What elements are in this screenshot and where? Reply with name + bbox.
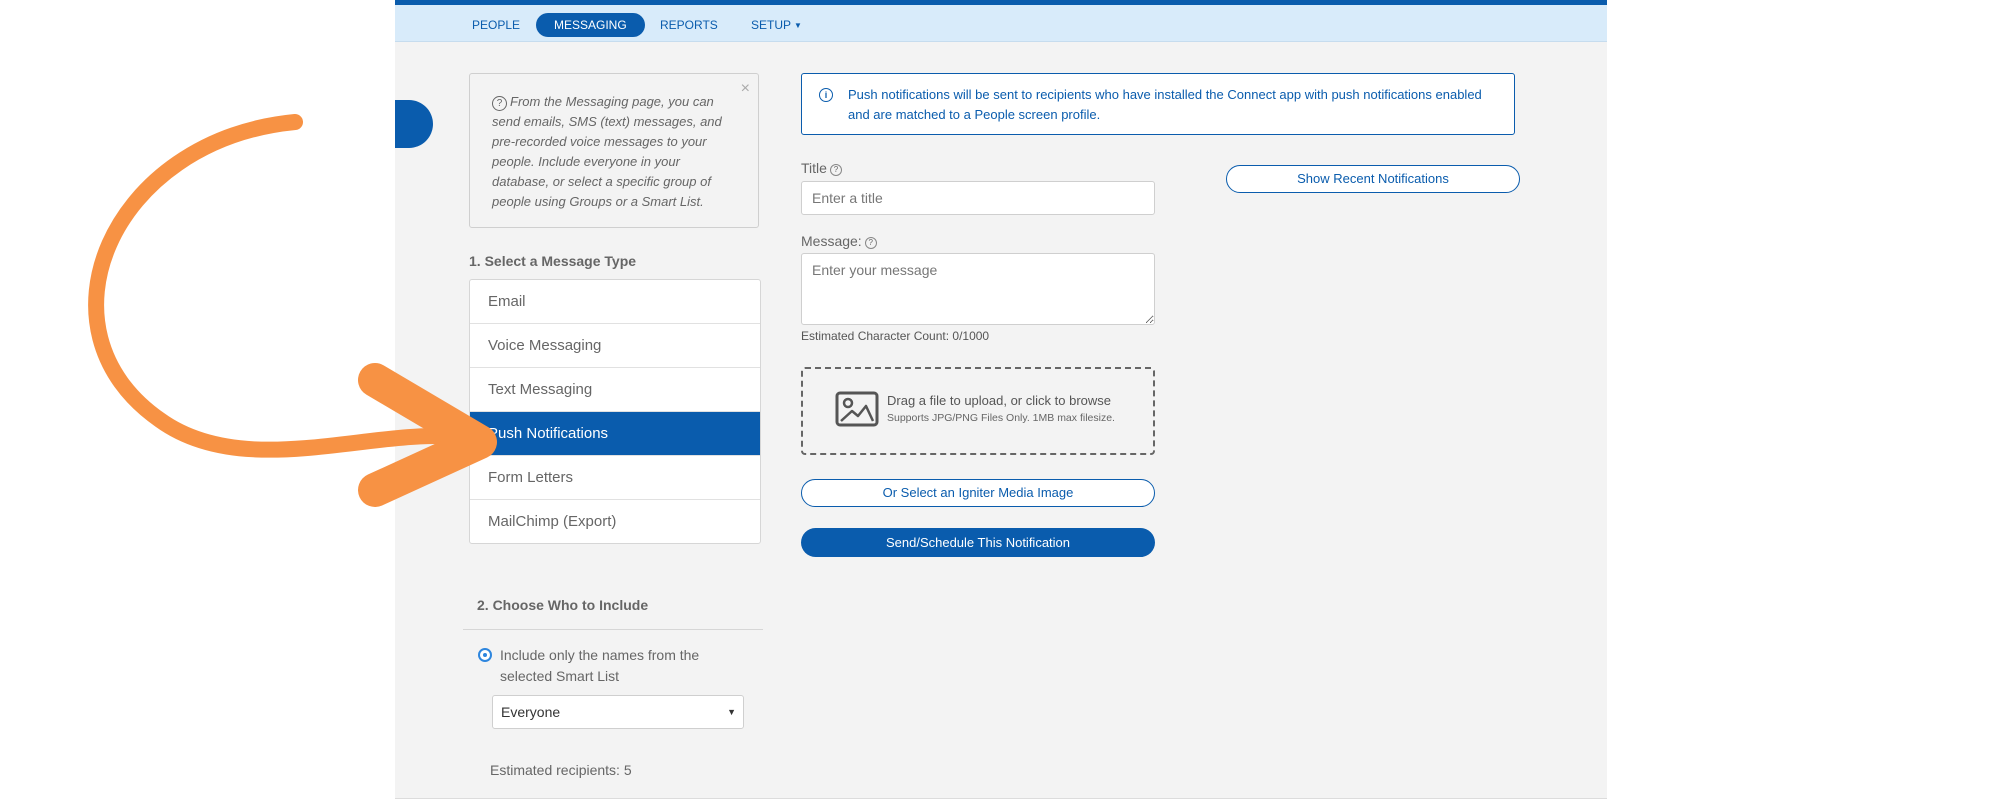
smart-list-radio-label: Include only the names from the selected Smart List — [500, 647, 700, 684]
close-icon[interactable]: × — [740, 80, 750, 97]
title-label — [801, 160, 842, 176]
smart-list-select[interactable] — [492, 695, 744, 729]
message-type-email[interactable]: Email — [470, 280, 760, 324]
message-type-mailchimp[interactable]: MailChimp (Export) — [488, 513, 617, 530]
dropzone-instructions: Drag a file to upload, or click to browse — [887, 393, 1111, 408]
include-heading: 2. Choose Who to Include — [477, 597, 649, 613]
caret-down-icon: ▼ — [727, 707, 736, 717]
info-icon: i — [819, 88, 833, 102]
message-textarea[interactable] — [801, 253, 1155, 325]
title-input[interactable] — [801, 181, 1155, 215]
nav-setup-label: SETUP — [751, 18, 792, 32]
image-icon — [835, 391, 879, 427]
message-type-text[interactable]: Text Messaging — [470, 368, 760, 412]
message-type-list — [469, 279, 761, 544]
smart-list-radio[interactable] — [478, 648, 492, 662]
nav-reports[interactable]: REPORTS — [660, 18, 718, 32]
title-label-text: Title — [801, 160, 827, 176]
send-schedule-button[interactable]: Send/Schedule This Notification — [801, 528, 1155, 557]
question-icon[interactable]: ? — [830, 164, 842, 176]
nav-people[interactable]: PEOPLE — [472, 18, 521, 32]
message-type-heading: 1. Select a Message Type — [469, 253, 637, 269]
message-type-form-letters[interactable]: Form Letters — [470, 456, 760, 500]
image-upload-dropzone[interactable] — [801, 367, 1155, 455]
push-info-alert-text: Push notifications will be sent to recipients who have installed the Connect app with push notifications enabled and are matched to a People screen profile. — [848, 87, 1482, 122]
nav-setup[interactable] — [751, 13, 802, 37]
question-icon: ? — [492, 96, 507, 111]
message-type-voice[interactable]: Voice Messaging — [470, 324, 760, 368]
nav-messaging[interactable]: MESSAGING — [536, 13, 645, 37]
messaging-help-box — [469, 73, 759, 228]
question-icon[interactable]: ? — [865, 237, 877, 249]
top-navigation — [395, 5, 1607, 42]
smart-list-select-value: Everyone — [501, 704, 561, 720]
caret-down-icon: ▼ — [794, 21, 802, 30]
character-count: Estimated Character Count: 0/1000 — [801, 329, 990, 343]
message-label-text: Message: — [801, 233, 862, 249]
help-text — [492, 92, 736, 212]
message-type-push[interactable]: Push Notifications — [470, 412, 760, 456]
message-label — [801, 233, 877, 249]
show-recent-notifications-button[interactable]: Show Recent Notifications — [1226, 165, 1520, 193]
select-media-image-button[interactable]: Or Select an Igniter Media Image — [801, 479, 1155, 507]
estimated-recipients: Estimated recipients: 5 — [490, 762, 632, 778]
dropzone-file-requirements: Supports JPG/PNG Files Only. 1MB max filesize. — [887, 412, 1115, 424]
section-divider — [463, 629, 763, 630]
app-window — [395, 0, 1607, 799]
push-info-alert — [801, 73, 1515, 135]
help-text-body: From the Messaging page, you can send emails, SMS (text) messages, and pre-recorded voice messages to your people. Include everyone in your database, or select a specific group of people using Groups or a Smart List. — [492, 94, 722, 209]
